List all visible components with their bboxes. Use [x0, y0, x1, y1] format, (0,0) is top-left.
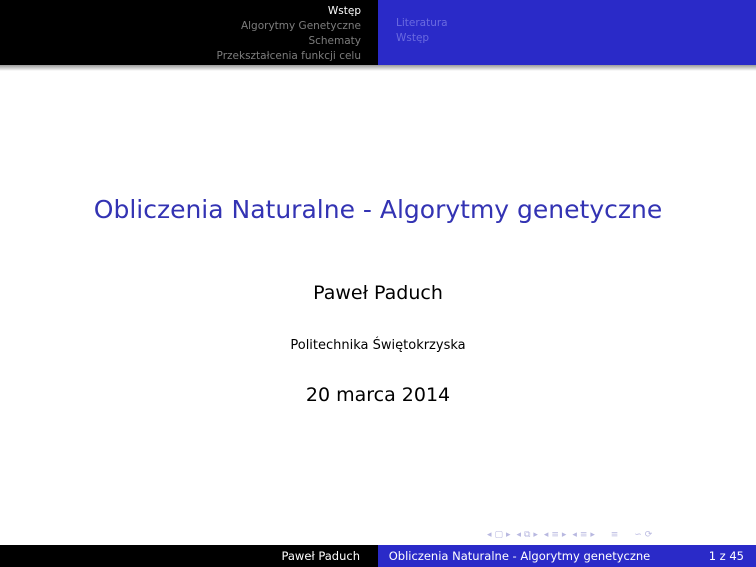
- nav-frame-icon[interactable]: ▢: [494, 530, 504, 540]
- nav-next-frame-icon[interactable]: ▸: [506, 530, 511, 540]
- nav-prev-section-icon[interactable]: ◂: [543, 530, 549, 540]
- subsection-navigation: [378, 0, 756, 65]
- nav-prev-subsection-icon[interactable]: ◂: [516, 530, 521, 540]
- slide-date: 20 marca 2014: [305, 384, 451, 406]
- footer-page-number: 1 z 45: [661, 545, 756, 567]
- nav-align-icon[interactable]: ≡: [610, 530, 619, 540]
- subsection-link-wstep[interactable]: Wstęp: [396, 32, 430, 44]
- section-link-przeksztalcenia[interactable]: Przekształcenia funkcji celu: [216, 50, 361, 62]
- section-link-algorytmy-genetyczne[interactable]: Algorytmy Genetyczne: [240, 20, 361, 32]
- nav-section2-icon[interactable]: ≡: [579, 530, 588, 540]
- navigation-symbols: [487, 530, 655, 542]
- footer-bar: [0, 545, 756, 567]
- nav-back-icon[interactable]: ∽: [634, 530, 642, 540]
- nav-next-subsection-icon[interactable]: ▸: [533, 530, 538, 540]
- subsection-link-literatura[interactable]: Literatura: [396, 17, 448, 29]
- nav-search-icon[interactable]: ⟳: [644, 530, 653, 540]
- slide-author: Paweł Paduch: [313, 282, 443, 304]
- section-link-wstep[interactable]: Wstęp: [327, 5, 361, 17]
- slide-institute: Politechnika Świętokrzyska: [290, 338, 466, 353]
- nav-subsection-icon[interactable]: ⧉: [523, 530, 531, 540]
- footer-title: Obliczenia Naturalne - Algorytmy genetyczne: [378, 545, 661, 567]
- nav-next-section2-icon[interactable]: ▸: [590, 530, 595, 540]
- nav-prev-section2-icon[interactable]: ◂: [572, 530, 577, 540]
- nav-next-section-icon[interactable]: ▸: [561, 530, 567, 540]
- section-navigation: [0, 0, 378, 65]
- section-link-schematy[interactable]: Schematy: [308, 35, 361, 47]
- nav-section-icon[interactable]: ≡: [551, 530, 559, 540]
- nav-prev-frame-icon[interactable]: ◂: [487, 530, 492, 540]
- header-shadow: [0, 65, 756, 71]
- header-bar: [0, 0, 756, 65]
- footer-author: Paweł Paduch: [0, 545, 378, 567]
- slide-title: Obliczenia Naturalne - Algorytmy genetyczne: [93, 195, 663, 224]
